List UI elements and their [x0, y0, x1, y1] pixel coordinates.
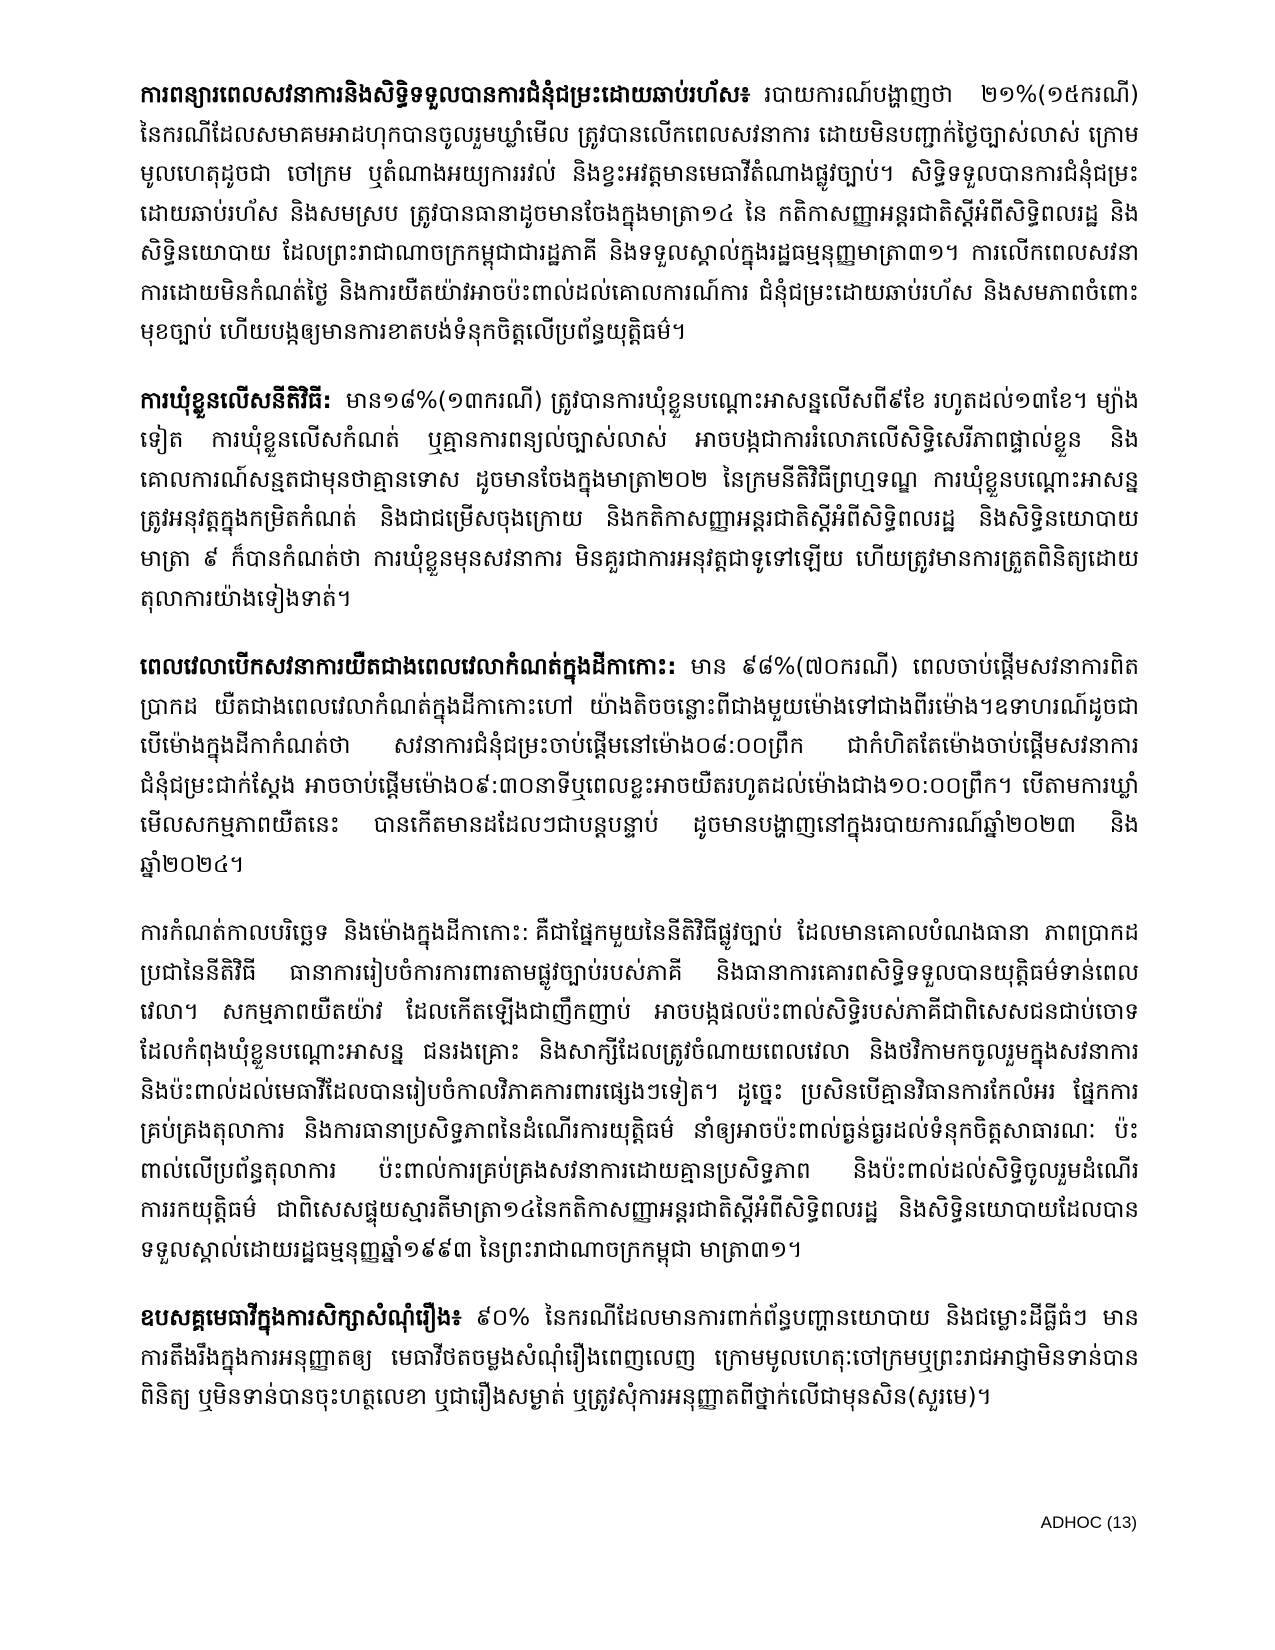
paragraph-body: ៩០% នៃករណីដែលមានការពាក់ព័ន្ធបញ្ហានយោបាយ និងជម្លោះដីធ្លីធំៗ មានការតឹងរឹងក្នុងការអនុញ្ញាតឲ្យ មេធាវីថតចម្លងសំណុំរឿងពេញលេញ ក្រោមមូលហេតុៈចៅក្រមឬព្រះរាជអាជ្ញាមិនទាន់បានពិនិត្យ ឬមិនទាន់បានចុះហត្ថលេខា ឬជារឿងសម្ងាត់ ឬត្រូវសុំការអនុញ្ញាតពីថ្នាក់លើជាមុនសិន(សួរមេ)។ [140, 1305, 1139, 1411]
paragraph-lead: ឧបសគ្គមេធាវីក្នុងការសិក្សាសំណុំរឿង៖ [140, 1305, 462, 1332]
paragraph-lawyer-case-file-obstacles [140, 1299, 1139, 1418]
paragraph-excessive-detention [140, 382, 1139, 619]
paragraph-trial-delays [140, 76, 1139, 353]
paragraph-summons-scheduling [140, 914, 1139, 1270]
paragraph-body: មាន១៨%(១៣ករណី) ត្រូវបានការឃុំខ្លួនបណ្ដោះអាសន្នលើសពី៩ខែ រហូតដល់១៣ខែ។ ម្យ៉ាងទៀត ការឃុំខ្លួនលើសកំណត់ ឬគ្មានការពន្យល់ច្បាស់លាស់ អាចបង្កជាការរំលោភលើសិទ្ធិសេរីភាពផ្ទាល់ខ្លួន និងគោលការណ៍សន្មតជាមុនថាគ្មានទោស ដូចមានចែងក្នុងមាត្រា២០២ នៃក្រមនីតិវិធីព្រហ្មទណ្ឌ ការឃុំខ្លួនបណ្ដោះអាសន្នត្រូវអនុវត្តក្នុងកម្រិតកំណត់ និងជាជម្រើសចុងក្រោយ និងកតិកាសញ្ញាអន្តរជាតិស្ដីអំពីសិទ្ធិពលរដ្ឋ និងសិទ្ធិនយោបាយ មាត្រា ៩ ក៏បានកំណត់ថា ការឃុំខ្លួនមុនសវនាការ មិនគួរជាការអនុវត្តជាទូទៅឡើយ ហើយត្រូវមានការត្រួតពិនិត្យដោយតុលាការយ៉ាងទៀងទាត់។ [140, 387, 1139, 612]
page-footer-label: ADHOC (13) [1040, 1513, 1137, 1532]
paragraph-body: មាន ៩៨%(៧០ករណី) ពេលចាប់ផ្ដើមសវនាការពិតប្រាកដ យឺតជាងពេលវេលាកំណត់ក្នុងដីកាកោះហៅ យ៉ាងតិចចន្លោះពីជាងមួយម៉ោងទៅជាងពីរម៉ោង។ឧទាហរណ៍ដូចជា បើម៉ោងក្នុងដីកាកំណត់ថា សវនាការជំនុំជម្រះចាប់ផ្ដើមនៅម៉ោង០៨:០០ព្រឹក ជាកំហិតតែម៉ោងចាប់ផ្ដើមសវនាការជំនុំជម្រះជាក់ស្ដែង អាចចាប់ផ្ដើមម៉ោង០៩:៣០នាទីឬពេលខ្លះអាចយឺតរហូតដល់ម៉ោងជាង១០:០០ព្រឹក។ បើតាមការឃ្លាំមើលសកម្មភាពយឺតនេះ បានកើតមានដដែលៗជាបន្តបន្ទាប់ ដូចមានបង្ហាញនៅក្នុងរបាយការណ៍ឆ្នាំ២០២៣ និងឆ្នាំ២០២៤។ [140, 654, 1139, 878]
paragraph-lead: ការឃុំខ្លួនលើសនីតិវិធី: [140, 387, 332, 414]
paragraph-lead: ពេលវេលាបើកសវនាការយឺតជាងពេលវេលាកំណត់ក្នុងដីកាកោះ: [140, 654, 677, 681]
paragraph-body: គឺជាផ្នែកមួយនៃនីតិវិធីផ្លូវច្បាប់ ដែលមានគោលបំណងធានា ភាពប្រាកដប្រជានៃនីតិវិធី ធានាការរៀបចំការការពារតាមផ្លូវច្បាប់របស់ភាគី និងធានាការគោរពសិទ្ធិទទួលបានយុត្តិធម៌ទាន់ពេលវេលា។ សកម្មភាពយឺតយ៉ាវ ដែលកើតឡើងជាញឹកញាប់ អាចបង្កផលប៉ះពាល់សិទ្ធិរបស់ភាគីជាពិសេសជនជាប់ចោទ ដែលកំពុងឃុំខ្លួនបណ្ដោះអាសន្ន ជនរងគ្រោះ និងសាក្សីដែលត្រូវចំណាយពេលវេលា និងថវិកាមកចូលរួមក្នុងសវនាការ និងប៉ះពាល់ដល់មេធាវីដែលបានរៀបចំកាលវិភាគការពារផ្សេងៗទៀត។ ដូច្នេះ ប្រសិនបើគ្មានវិធានការកែលំអរ ផ្នែកការគ្រប់គ្រងតុលាការ និងការធានាប្រសិទ្ធភាពនៃដំណើរការយុត្តិធម៌ នាំឲ្យអាចប៉ះពាល់ធ្ងន់ធ្ងរដល់ទំនុកចិត្តសាធារណៈ ប៉ះពាល់លើប្រព័ន្ធតុលាការ ប៉ះពាល់ការគ្រប់គ្រងសវនាការដោយគ្មានប្រសិទ្ធភាព និងប៉ះពាល់ដល់សិទ្ធិចូលរួមដំណើរការរកយុត្តិធម៌ ជាពិសេសផ្ទុយស្មារតីមាត្រា១៤នៃកតិកាសញ្ញាអន្តរជាតិស្ដីអំពីសិទ្ធិពលរដ្ឋ និងសិទ្ធិនយោបាយដែលបានទទួលស្គាល់ដោយរដ្ឋធម្មនុញ្ញឆ្នាំ១៩៩៣ នៃព្រះរាជាណាចក្រកម្ពុជា មាត្រា៣១។ [140, 920, 1139, 1263]
paragraph-late-hearing-start [140, 648, 1139, 885]
paragraph-lead: ការកំណត់កាលបរិច្ឆេទ និងម៉ោងក្នុងដីកាកោះ: [140, 920, 530, 947]
paragraph-lead: ការពន្យារពេលសវនាការនិងសិទ្ធិទទួលបានការជំនុំជម្រះដោយឆាប់រហ័ស៖ [140, 82, 751, 108]
paragraph-body: របាយការណ៍បង្ហាញថា ២១%(១៥ករណី) នៃករណីដែលសមាគមអាដហុកបានចូលរួមឃ្លាំមើល ត្រូវបានលើកពេលសវនាការ ដោយមិនបញ្ជាក់ថ្ងៃច្បាស់លាស់ ក្រោមមូលហេតុដូចជា ចៅក្រម ឬតំណាងអយ្យការរវល់ និងខ្វះអវត្តមានមេធាវីតំណាងផ្លូវច្បាប់។ សិទ្ធិទទួលបានការជំនុំជម្រះដោយឆាប់រហ័ស និងសមស្រប ត្រូវបានធានាដូចមានចែងក្នុងមាត្រា១៤ នៃ កតិកាសញ្ញាអន្តរជាតិស្តីអំពីសិទ្ធិពលរដ្ឋ និងសិទ្ធិនយោបាយ ដែលព្រះរាជាណាចក្រកម្ពុជាជារដ្ឋភាគី និងទទួលស្គាល់ក្នុងរដ្ឋធម្មនុញ្ញមាត្រា៣១។ ការលើកពេលសវនាការដោយមិនកំណត់ថ្ងៃ និងការយឺតយ៉ាវអាចប៉ះពាល់ដល់គោលការណ៍ការ ជំនុំជម្រះដោយឆាប់រហ័ស និងសមភាពចំពោះមុខច្បាប់ ហើយបង្កឲ្យមានការខាតបង់ទំនុកចិត្តលើប្រព័ន្ធយុត្តិធម៌។ [140, 82, 1139, 346]
